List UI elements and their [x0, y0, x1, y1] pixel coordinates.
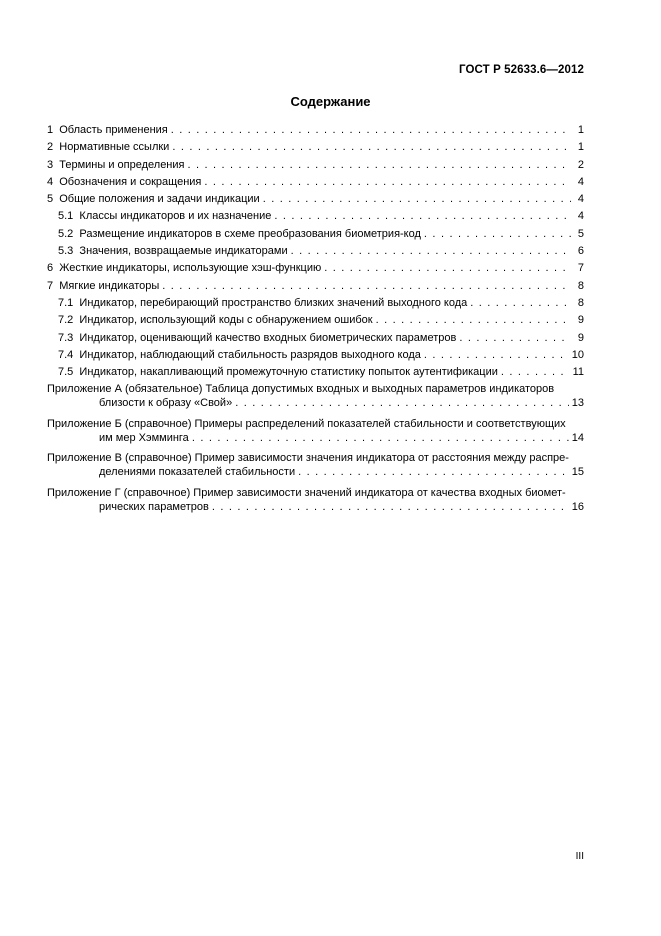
- toc-text: Область применения: [59, 124, 168, 136]
- toc-number: 2: [47, 141, 54, 154]
- appendix-title-cont: им мер Хэмминга: [99, 431, 189, 444]
- toc-entry-7[interactable]: [47, 279, 584, 296]
- toc-text: Термины и определения: [59, 158, 185, 171]
- toc-number: 5: [47, 193, 54, 206]
- page-number: III: [575, 851, 584, 862]
- toc-page: 10: [571, 348, 584, 361]
- toc-entry-7-4[interactable]: [47, 348, 584, 365]
- toc-page: 15: [571, 466, 584, 479]
- dot-leader: [298, 465, 569, 479]
- toc-entry-5-1[interactable]: [47, 209, 584, 226]
- dot-leader: [324, 261, 571, 275]
- dot-leader: [291, 244, 571, 258]
- toc-text: Нормативные ссылки: [59, 141, 170, 154]
- appendix-title: Приложение Б (справочное) Примеры распределений показателей стабильности и соответствующих: [47, 417, 566, 430]
- toc-text: Обозначения и сокращения: [59, 175, 202, 188]
- toc-text: Значения, возвращаемые индикаторами: [79, 245, 288, 258]
- dot-leader: [235, 396, 569, 410]
- dot-leader: [274, 209, 571, 223]
- dot-leader: [187, 158, 571, 172]
- toc-page: 11: [572, 366, 584, 379]
- toc-text: Классы индикаторов и их назначение: [79, 210, 272, 223]
- toc-page: 2: [577, 158, 584, 171]
- appendix-title: Приложение В (справочное) Пример зависимости значения индикатора от расстояния между распре-: [47, 452, 569, 465]
- toc-page: 5: [577, 227, 584, 240]
- toc-page: 9: [577, 314, 584, 327]
- toc-page: 16: [571, 500, 584, 513]
- toc-entry-1[interactable]: [47, 123, 584, 140]
- toc-number: 4: [47, 175, 54, 188]
- toc-entry-2[interactable]: [47, 140, 584, 157]
- toc-page: 14: [571, 431, 584, 444]
- appendix-title: Приложение Г (справочное) Пример зависимости значений индикатора от качества входных биомет-: [47, 486, 566, 499]
- toc-text: Индикатор, наблюдающий стабильность разрядов выходного кода: [79, 348, 421, 361]
- toc-number: 6: [47, 262, 54, 275]
- toc-page: 6: [577, 245, 584, 258]
- toc-page: 1: [577, 124, 584, 136]
- table-of-contents: [47, 123, 584, 520]
- toc-appendix-a[interactable]: [47, 382, 584, 417]
- appendix-title-cont: делениями показателей стабильности: [99, 466, 296, 479]
- toc-entry-5-2[interactable]: [47, 227, 584, 244]
- toc-page: 9: [577, 331, 584, 344]
- toc-text: Индикатор, использующий коды с обнаружением ошибок: [79, 314, 373, 327]
- toc-number: 7.3: [58, 331, 74, 344]
- toc-number: 5.2: [58, 227, 74, 240]
- appendix-title: Приложение А (обязательное) Таблица допустимых входных и выходных параметров индикаторов: [47, 383, 555, 396]
- toc-number: 5.1: [58, 210, 74, 223]
- dot-leader: [459, 331, 571, 345]
- toc-page: 4: [577, 210, 584, 223]
- toc-appendix-b[interactable]: [47, 417, 584, 452]
- dot-leader: [171, 123, 571, 137]
- toc-entry-7-1[interactable]: [47, 296, 584, 313]
- toc-entry-6[interactable]: [47, 261, 584, 278]
- toc-page: 8: [577, 296, 584, 309]
- toc-entry-4[interactable]: [47, 175, 584, 192]
- appendix-title-cont: рических параметров: [99, 500, 209, 513]
- dot-leader: [162, 279, 571, 293]
- dot-leader: [501, 365, 570, 379]
- dot-leader: [263, 192, 571, 206]
- dot-leader: [376, 313, 571, 327]
- toc-page: 13: [571, 397, 584, 410]
- toc-page: 4: [577, 175, 584, 188]
- dot-leader: [192, 431, 569, 445]
- dot-leader: [424, 227, 571, 241]
- toc-number: 7: [47, 279, 54, 292]
- toc-page: 7: [577, 262, 584, 275]
- toc-text: Индикатор, оценивающий качество входных биометрических параметров: [79, 331, 457, 344]
- toc-appendix-g[interactable]: [47, 486, 584, 521]
- toc-page: 8: [577, 279, 584, 292]
- toc-number: 1: [47, 124, 54, 136]
- standard-code: ГОСТ Р 52633.6—2012: [459, 64, 584, 76]
- toc-entry-7-5[interactable]: [47, 365, 584, 382]
- appendix-title-cont: близости к образу «Свой»: [99, 397, 233, 410]
- toc-number: 5.3: [58, 245, 74, 258]
- toc-entry-3[interactable]: [47, 158, 584, 175]
- toc-number: 7.1: [58, 296, 74, 309]
- toc-text: Жесткие индикаторы, использующие хэш-функцию: [59, 262, 322, 275]
- toc-entry-7-2[interactable]: [47, 313, 584, 330]
- toc-text: Размещение индикаторов в схеме преобразования биометрия-код: [79, 227, 421, 240]
- toc-text: Общие положения и задачи индикации: [59, 193, 260, 206]
- toc-text: Мягкие индикаторы: [59, 279, 160, 292]
- toc-number: 7.5: [58, 366, 74, 379]
- toc-page: 1: [577, 141, 584, 154]
- toc-text: Индикатор, накапливающий промежуточную статистику попыток аутентификации: [79, 366, 498, 379]
- dot-leader: [212, 500, 569, 514]
- toc-number: 7.4: [58, 348, 74, 361]
- page-title: Содержание: [290, 94, 371, 109]
- toc-number: 3: [47, 158, 54, 171]
- toc-entry-7-3[interactable]: [47, 331, 584, 348]
- dot-leader: [424, 348, 569, 362]
- toc-entry-5[interactable]: [47, 192, 584, 209]
- toc-number: 7.2: [58, 314, 74, 327]
- dot-leader: [470, 296, 571, 310]
- toc-page: 4: [577, 193, 584, 206]
- toc-text: Индикатор, перебирающий пространство близких значений выходного кода: [79, 296, 468, 309]
- dot-leader: [204, 175, 571, 189]
- toc-entry-5-3[interactable]: [47, 244, 584, 261]
- toc-appendix-v[interactable]: [47, 451, 584, 486]
- dot-leader: [172, 140, 571, 154]
